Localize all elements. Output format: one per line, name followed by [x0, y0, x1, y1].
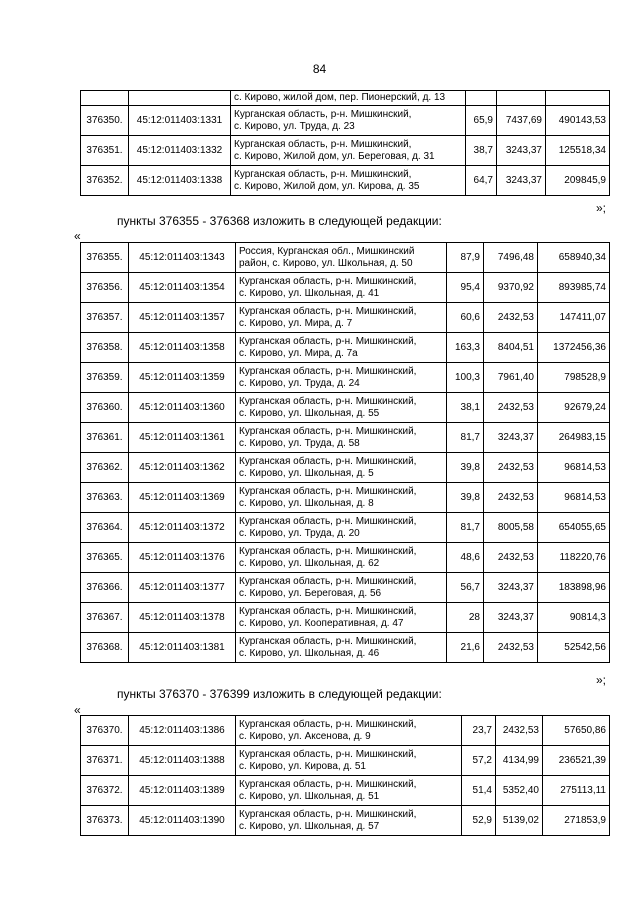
item-number: 376365.: [81, 543, 129, 573]
address-line-2: с. Кирово, ул. Школьная, д. 46: [239, 647, 380, 659]
address: [236, 513, 447, 543]
item-number: 376371.: [81, 746, 129, 776]
cadastral-number: 45:12:011403:1372: [129, 513, 236, 543]
table-row: [81, 543, 610, 573]
table-row: [81, 603, 610, 633]
address-line-2: с. Кирово, ул. Аксенова, д. 9: [239, 730, 371, 742]
item-number: 376364.: [81, 513, 129, 543]
table-row: [81, 513, 610, 543]
table-row: [81, 91, 610, 106]
area-value: 39,8: [447, 453, 484, 483]
unit-price: 8404,51: [484, 333, 538, 363]
section-heading-2: пункты 376370 - 376399 изложить в следующей редакции:: [117, 687, 442, 701]
unit-price: 2432,53: [484, 633, 538, 663]
cadastre-table-3: [80, 715, 610, 836]
table-row: [81, 393, 610, 423]
address-line-2: с. Кирово, Жилой дом, ул. Береговая, д. 31: [234, 150, 435, 162]
address-line-1: Курганская область, р-н. Мишкинский,: [239, 575, 417, 587]
empty-cell: [497, 91, 546, 106]
area-value: 38,7: [466, 136, 497, 166]
area-value: 60,6: [447, 303, 484, 333]
unit-price: 2432,53: [484, 543, 538, 573]
address: [236, 776, 462, 806]
item-number: 376350.: [81, 106, 129, 136]
address-line-2: с. Кирово, ул. Школьная, д. 8: [239, 497, 374, 509]
opening-quote-2: «: [74, 703, 81, 717]
unit-price: 3243,37: [484, 423, 538, 453]
table-row: [81, 453, 610, 483]
address: [236, 746, 462, 776]
total-value: 90814,3: [538, 603, 610, 633]
address: [236, 273, 447, 303]
address-line-2: с. Кирово, ул. Кооперативная, д. 47: [239, 617, 404, 629]
address-line-1: Курганская область, р-н. Мишкинский,: [239, 395, 417, 407]
area-value: 163,3: [447, 333, 484, 363]
cadastral-number: 45:12:011403:1354: [129, 273, 236, 303]
unit-price: 9370,92: [484, 273, 538, 303]
address: [236, 806, 462, 836]
address-line-1: Курганская область, р-н. Мишкинский,: [239, 635, 417, 647]
cadastral-number: 45:12:011403:1359: [129, 363, 236, 393]
area-value: 56,7: [447, 573, 484, 603]
total-value: 57650,86: [543, 716, 610, 746]
address-line-1: Курганская область, р-н. Мишкинский,: [234, 138, 412, 150]
address-line-1: Курганская область, р-н. Мишкинский,: [239, 605, 417, 617]
address-line-1: Курганская область, р-н. Мишкинский,: [234, 168, 412, 180]
total-value: 654055,65: [538, 513, 610, 543]
total-value: 658940,34: [538, 243, 610, 273]
unit-price: 2432,53: [484, 393, 538, 423]
cadastral-number: 45:12:011403:1378: [129, 603, 236, 633]
cadastral-number: 45:12:011403:1358: [129, 333, 236, 363]
table-row: [81, 273, 610, 303]
cadastral-number: 45:12:011403:1377: [129, 573, 236, 603]
area-value: 51,4: [462, 776, 496, 806]
item-number: 376358.: [81, 333, 129, 363]
cadastre-table-1: [80, 90, 610, 196]
page-number: 84: [312, 62, 327, 76]
address-line-1: Россия, Курганская обл., Мишкинский: [239, 245, 415, 257]
address-line-1: Курганская область, р-н. Мишкинский,: [239, 425, 417, 437]
unit-price: 7496,48: [484, 243, 538, 273]
address-line-1: Курганская область, р-н. Мишкинский,: [239, 515, 417, 527]
address: [236, 716, 462, 746]
total-value: 118220,76: [538, 543, 610, 573]
address: [236, 333, 447, 363]
total-value: 798528,9: [538, 363, 610, 393]
area-value: 21,6: [447, 633, 484, 663]
address-line-1: Курганская область, р-н. Мишкинский,: [239, 275, 417, 287]
table-row: [81, 363, 610, 393]
cadastral-number: 45:12:011403:1357: [129, 303, 236, 333]
item-number: 376363.: [81, 483, 129, 513]
total-value: 1372456,36: [538, 333, 610, 363]
unit-price: 8005,58: [484, 513, 538, 543]
address-line-1: Курганская область, р-н. Мишкинский,: [239, 808, 417, 820]
unit-price: 4134,99: [496, 746, 543, 776]
address: [236, 633, 447, 663]
address-line-1: Курганская область, р-н. Мишкинский,: [239, 335, 417, 347]
address-line-2: с. Кирово, ул. Береговая, д. 56: [239, 587, 382, 599]
address-line-1: Курганская область, р-н. Мишкинский,: [239, 778, 417, 790]
opening-quote-1: «: [74, 229, 81, 243]
item-number: 376357.: [81, 303, 129, 333]
unit-price: 5352,40: [496, 776, 543, 806]
area-value: 81,7: [447, 423, 484, 453]
total-value: 92679,24: [538, 393, 610, 423]
section-heading-1: пункты 376355 - 376368 изложить в следующей редакции:: [117, 214, 442, 228]
area-value: 28: [447, 603, 484, 633]
cadastral-number: 45:12:011403:1386: [129, 716, 236, 746]
total-value: 147411,07: [538, 303, 610, 333]
total-value: 52542,56: [538, 633, 610, 663]
item-number: 376373.: [81, 806, 129, 836]
area-value: 57,2: [462, 746, 496, 776]
total-value: 125518,34: [546, 136, 610, 166]
table-row: [81, 806, 610, 836]
address-line-2: с. Кирово, ул. Кирова, д. 51: [239, 760, 366, 772]
empty-cell: [81, 91, 129, 106]
address-line-2: с. Кирово, ул. Школьная, д. 62: [239, 557, 380, 569]
item-number: 376352.: [81, 166, 129, 196]
table-row: [81, 106, 610, 136]
address-line-1: Курганская область, р-н. Мишкинский,: [239, 718, 417, 730]
cadastral-number: 45:12:011403:1331: [129, 106, 231, 136]
area-value: 23,7: [462, 716, 496, 746]
cadastral-number: 45:12:011403:1390: [129, 806, 236, 836]
empty-cell: [466, 91, 497, 106]
unit-price: 5139,02: [496, 806, 543, 836]
address-continuation: с. Кирово, жилой дом, пер. Пионерский, д. 13: [231, 91, 466, 106]
item-number: 376370.: [81, 716, 129, 746]
total-value: 275113,11: [543, 776, 610, 806]
item-number: 376366.: [81, 573, 129, 603]
address-line-2: с. Кирово, ул. Мира, д. 7: [239, 317, 353, 329]
total-value: 264983,15: [538, 423, 610, 453]
total-value: 236521,39: [543, 746, 610, 776]
address-line-1: Курганская область, р-н. Мишкинский,: [234, 108, 412, 120]
area-value: 52,9: [462, 806, 496, 836]
address-line-1: Курганская область, р-н. Мишкинский,: [239, 455, 417, 467]
table-row: [81, 166, 610, 196]
unit-price: 3243,37: [484, 603, 538, 633]
cadastral-number: 45:12:011403:1362: [129, 453, 236, 483]
area-value: 100,3: [447, 363, 484, 393]
total-value: 183898,96: [538, 573, 610, 603]
item-number: 376356.: [81, 273, 129, 303]
cadastral-number: 45:12:011403:1389: [129, 776, 236, 806]
table-row: [81, 483, 610, 513]
address-line-2: с. Кирово, ул. Труда, д. 23: [234, 120, 355, 132]
cadastral-number: 45:12:011403:1360: [129, 393, 236, 423]
table-row: [81, 303, 610, 333]
unit-price: 7437,69: [497, 106, 546, 136]
item-number: 376362.: [81, 453, 129, 483]
item-number: 376368.: [81, 633, 129, 663]
address-line-2: с. Кирово, ул. Школьная, д. 41: [239, 287, 380, 299]
area-value: 65,9: [466, 106, 497, 136]
unit-price: 2432,53: [484, 483, 538, 513]
unit-price: 2432,53: [496, 716, 543, 746]
item-number: 376372.: [81, 776, 129, 806]
address: [236, 573, 447, 603]
address-line-2: с. Кирово, ул. Мира, д. 7а: [239, 347, 358, 359]
area-value: 81,7: [447, 513, 484, 543]
address-line-2: с. Кирово, ул. Труда, д. 24: [239, 377, 360, 389]
table-row: [81, 333, 610, 363]
address-line-2: район, с. Кирово, ул. Школьная, д. 50: [239, 257, 413, 269]
address-line-1: Курганская область, р-н. Мишкинский,: [239, 545, 417, 557]
closing-quote-1: »;: [596, 201, 607, 215]
empty-cell: [546, 91, 610, 106]
cadastral-number: 45:12:011403:1369: [129, 483, 236, 513]
area-value: 39,8: [447, 483, 484, 513]
address-line-2: с. Кирово, ул. Труда, д. 20: [239, 527, 360, 539]
table-row: [81, 746, 610, 776]
total-value: 209845,9: [546, 166, 610, 196]
address-line-2: с. Кирово, Жилой дом, ул. Кирова, д. 35: [234, 180, 420, 192]
item-number: 376360.: [81, 393, 129, 423]
table-row: [81, 716, 610, 746]
area-value: 38,1: [447, 393, 484, 423]
address-line-2: с. Кирово, ул. Школьная, д. 5: [239, 467, 374, 479]
address: [236, 423, 447, 453]
area-value: 48,6: [447, 543, 484, 573]
total-value: 893985,74: [538, 273, 610, 303]
item-number: 376359.: [81, 363, 129, 393]
address-line-2: с. Кирово, ул. Школьная, д. 51: [239, 790, 380, 802]
cadastral-number: 45:12:011403:1343: [129, 243, 236, 273]
address-line-2: с. Кирово, ул. Школьная, д. 55: [239, 407, 380, 419]
cadastral-number: 45:12:011403:1381: [129, 633, 236, 663]
table-row: [81, 776, 610, 806]
item-number: 376355.: [81, 243, 129, 273]
address-line-1: Курганская область, р-н. Мишкинский,: [239, 305, 417, 317]
address-line-1: Курганская область, р-н. Мишкинский,: [239, 748, 417, 760]
table-row: [81, 633, 610, 663]
address: [236, 453, 447, 483]
item-number: 376367.: [81, 603, 129, 633]
unit-price: 3243,37: [497, 166, 546, 196]
area-value: 64,7: [466, 166, 497, 196]
address: [231, 136, 466, 166]
address: [236, 243, 447, 273]
cadastral-number: 45:12:011403:1332: [129, 136, 231, 166]
unit-price: 7961,40: [484, 363, 538, 393]
cadastral-number: 45:12:011403:1361: [129, 423, 236, 453]
unit-price: 3243,37: [497, 136, 546, 166]
table-row: [81, 243, 610, 273]
address-line-1: Курганская область, р-н. Мишкинский,: [239, 485, 417, 497]
total-value: 490143,53: [546, 106, 610, 136]
total-value: 96814,53: [538, 453, 610, 483]
empty-cell: [129, 91, 231, 106]
unit-price: 2432,53: [484, 453, 538, 483]
area-value: 87,9: [447, 243, 484, 273]
item-number: 376351.: [81, 136, 129, 166]
total-value: 96814,53: [538, 483, 610, 513]
address: [236, 483, 447, 513]
address: [231, 106, 466, 136]
address-line-2: с. Кирово, ул. Труда, д. 58: [239, 437, 360, 449]
unit-price: 3243,37: [484, 573, 538, 603]
address-line-1: Курганская область, р-н. Мишкинский,: [239, 365, 417, 377]
address-line-2: с. Кирово, ул. Школьная, д. 57: [239, 820, 380, 832]
area-value: 95,4: [447, 273, 484, 303]
table-row: [81, 136, 610, 166]
address: [236, 393, 447, 423]
cadastral-number: 45:12:011403:1376: [129, 543, 236, 573]
table-row: [81, 423, 610, 453]
table-row: [81, 573, 610, 603]
cadastre-table-2: [80, 242, 610, 663]
closing-quote-2: »;: [596, 673, 607, 687]
address: [236, 303, 447, 333]
item-number: 376361.: [81, 423, 129, 453]
address: [236, 603, 447, 633]
address: [236, 363, 447, 393]
unit-price: 2432,53: [484, 303, 538, 333]
cadastral-number: 45:12:011403:1338: [129, 166, 231, 196]
address: [231, 166, 466, 196]
total-value: 271853,9: [543, 806, 610, 836]
address: [236, 543, 447, 573]
cadastral-number: 45:12:011403:1388: [129, 746, 236, 776]
